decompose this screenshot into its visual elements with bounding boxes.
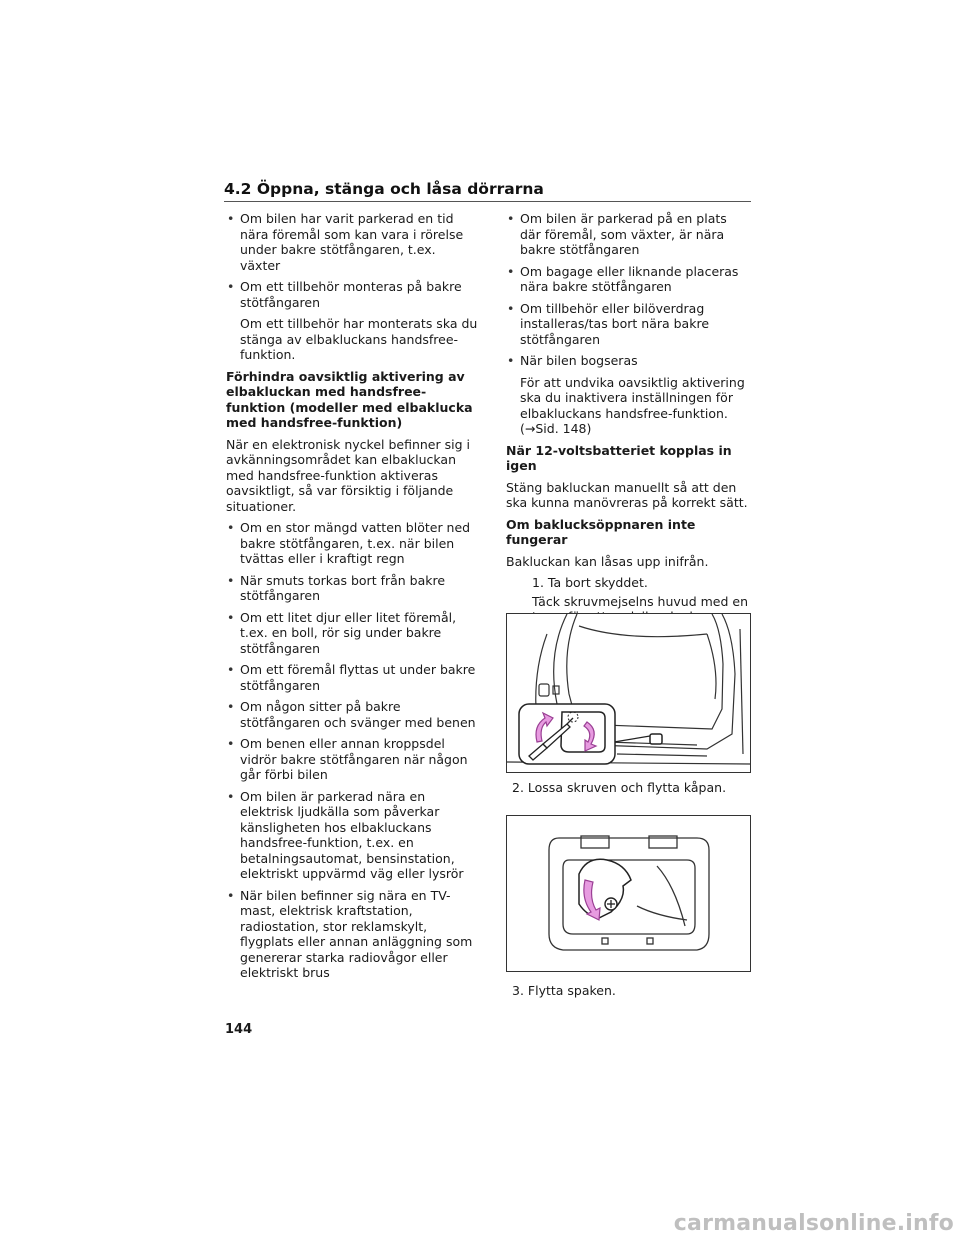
list-item: • Om bilen har varit parkerad en tid nära föremål som kan vara i rörelse under bakre stötfångaren, t.ex. växter [226, 211, 478, 273]
list-item: • När smuts torkas bort från bakre stötfångaren [226, 573, 478, 604]
list-item: • Om bilen är parkerad nära en elektrisk ljudkälla som påverkar känsligheten hos elbakluckans handsfree-funktion, t.ex. en betalningsautomat, bensinstation, elektriskt uppvärmd väg eller lysrör [226, 789, 478, 882]
screw-cover-illustration [507, 816, 750, 971]
figure-remove-cover [506, 613, 751, 773]
subsection-heading: När 12-voltsbatteriet kopplas in igen [506, 442, 732, 473]
step-2: 2. Lossa skruven och flytta kåpan. [512, 780, 727, 795]
list-item: • När bilen bogseras [506, 353, 750, 369]
list-item: • Om bilen är parkerad på en plats där föremål, som växter, är nära bakre stötfångaren [506, 211, 750, 258]
list-item-note: Om ett tillbehör har monterats ska du stänga av elbakluckans handsfree-funktion. [240, 316, 478, 362]
subsection-heading: Om baklucksöppnaren inte fungerar [506, 516, 696, 547]
list-item: • Om ett tillbehör monteras på bakre stötfångaren [226, 279, 478, 310]
right-column [506, 211, 750, 631]
tailgate-illustration [507, 614, 750, 772]
list-item: • Om en stor mängd vatten blöter ned bakre stötfångaren, t.ex. när bilen tvättas eller i kraftigt regn [226, 520, 478, 567]
paragraph: När en elektronisk nyckel befinner sig i avkänningsområdet kan elbakluckan med handsfree-funktion aktiveras oavsiktligt, så var försiktig i följande situationer. [226, 436, 470, 514]
list-item-note: För att undvika oavsiktlig aktivering ska du inaktivera inställningen för elbakluckans handsfree-funktion. (→Sid. 148) [520, 374, 745, 436]
list-item: • Om någon sitter på bakre stötfångaren och svänger med benen [226, 699, 478, 730]
list-item: • Om benen eller annan kroppsdel vidrör bakre stötfångaren när någon går förbi bilen [226, 736, 478, 783]
list-item: • Om tillbehör eller bilöverdrag installeras/tas bort nära bakre stötfångaren [506, 301, 750, 348]
section-title: 4.2 Öppna, stänga och låsa dörrarna [224, 180, 544, 198]
list-item: • Om bagage eller liknande placeras nära bakre stötfångaren [506, 264, 750, 295]
step-3: 3. Flytta spaken. [512, 983, 616, 998]
paragraph: Bakluckan kan låsas upp inifrån. [506, 553, 709, 569]
left-column [226, 211, 478, 987]
figure-loosen-screw [506, 815, 751, 972]
watermark: carmanualsonline.info [673, 1211, 954, 1236]
paragraph: Stäng bakluckan manuellt så att den ska kunna manövreras på korrekt sätt. [506, 479, 748, 510]
list-item: • Om ett föremål flyttas ut under bakre stötfångaren [226, 662, 478, 693]
page-number: 144 [225, 1022, 253, 1037]
subsection-heading: Förhindra oavsiktlig aktivering av elbakluckan med handsfree-funktion (modeller med elbaklucka med handsfree-funktion) [226, 368, 473, 430]
list-item: • Om ett litet djur eller litet föremål, t.ex. en boll, rör sig under bakre stötfångaren [226, 610, 478, 657]
step-1: 1. Ta bort skyddet. [532, 575, 648, 590]
list-item: • När bilen befinner sig nära en TV-mast, elektrisk kraftstation, radiostation, stor reklamskylt, flygplats eller annan anläggning som genererar starka radiovågor eller elektriskt brus [226, 888, 478, 981]
step-1-note: Täck skruvmejselns huvud med en [532, 593, 749, 609]
section-header [224, 180, 751, 202]
